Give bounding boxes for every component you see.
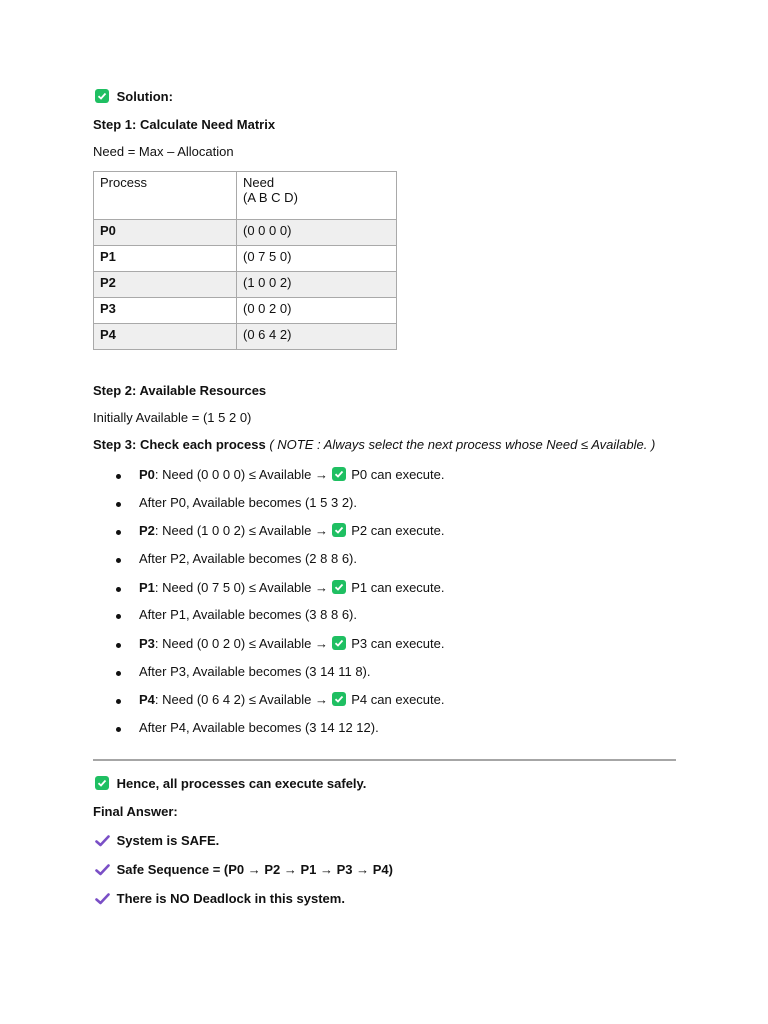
check-mark-button-icon [95,776,109,790]
heavy-check-mark-icon [95,835,110,847]
need-cell: (0 7 5 0) [237,246,397,272]
list-item [139,580,444,595]
bullet-icon [116,502,121,507]
bullet-icon [116,699,121,704]
final-point [95,833,219,848]
table-row [94,246,397,272]
table-row [94,272,397,298]
process-cell: P2 [94,272,237,298]
item-condition: : Need (0 0 2 0) ≤ Available → [154,636,332,651]
solution-header [95,89,173,104]
bullet-icon [116,643,121,648]
bullet-icon [116,558,121,563]
need-cell: (0 0 0 0) [237,220,397,246]
conclusion-text: Hence, all processes can execute safely. [116,776,367,791]
step2-heading: Step 2: Available Resources [93,383,267,398]
list-item: After P2, Available becomes (2 8 8 6). [139,551,357,566]
check-mark-button-icon [95,89,109,103]
process-cell: P0 [94,220,237,246]
list-item [139,692,444,707]
bullet-icon [116,530,121,535]
check-mark-button-icon [332,580,346,594]
check-mark-button-icon [332,523,346,537]
heavy-check-mark-icon [95,864,110,876]
heavy-check-mark-icon [95,893,110,905]
solution-label: Solution: [116,89,173,104]
list-item: After P3, Available becomes (3 14 11 8). [139,664,371,679]
bullet-icon [116,587,121,592]
bullet-icon [116,474,121,479]
initial-available: Initially Available = (1 5 2 0) [93,410,252,425]
step3-note: ( NOTE : Always select the next process whose Need ≤ Available. ) [269,437,656,452]
item-condition: : Need (0 7 5 0) ≤ Available → [154,580,332,595]
need-column-header [237,172,397,220]
item-process: P3 [139,636,155,651]
process-cell: P4 [94,324,237,350]
check-mark-button-icon [332,636,346,650]
item-result: P0 can execute. [351,467,445,482]
need-formula: Need = Max – Allocation [93,144,234,159]
need-header-line1: Need [243,175,275,190]
table-row [94,298,397,324]
need-header-line2: (A B C D) [243,190,298,205]
final-point-text: There is NO Deadlock in this system. [116,891,345,906]
item-process: P0 [139,467,155,482]
process-cell: P3 [94,298,237,324]
step3-heading: Step 3: Check each process [93,437,266,452]
final-point-text: Safe Sequence = (P0 → P2 → P1 → P3 → P4) [116,862,393,877]
list-item: After P0, Available becomes (1 5 3 2). [139,495,357,510]
step3-line [93,437,655,452]
list-item [139,636,444,651]
item-process: P4 [139,692,155,707]
final-point [95,891,345,906]
item-process: P1 [139,580,155,595]
table-row [94,220,397,246]
list-item: After P1, Available becomes (3 8 8 6). [139,607,357,622]
need-cell: (0 0 2 0) [237,298,397,324]
final-point-text: System is SAFE. [116,833,220,848]
horizontal-divider [93,759,676,761]
conclusion [95,776,366,791]
final-point [95,862,393,877]
item-condition: : Need (0 6 4 2) ≤ Available → [154,692,332,707]
item-condition: : Need (1 0 0 2) ≤ Available → [154,523,332,538]
process-cell: P1 [94,246,237,272]
item-process: P2 [139,523,155,538]
item-result: P1 can execute. [351,580,445,595]
item-result: P4 can execute. [351,692,445,707]
process-column-header: Process [94,172,237,220]
final-answer-heading: Final Answer: [93,804,178,819]
check-mark-button-icon [332,692,346,706]
table-row [94,324,397,350]
step1-heading: Step 1: Calculate Need Matrix [93,117,276,132]
list-item: After P4, Available becomes (3 14 12 12). [139,720,379,735]
need-cell: (1 0 0 2) [237,272,397,298]
bullet-icon [116,727,121,732]
item-result: P2 can execute. [351,523,445,538]
item-result: P3 can execute. [351,636,445,651]
need-matrix-table [93,171,397,350]
bullet-icon [116,614,121,619]
list-item [139,467,444,482]
list-item [139,523,444,538]
bullet-icon [116,671,121,676]
table-header-row [94,172,397,220]
check-mark-button-icon [332,467,346,481]
item-condition: : Need (0 0 0 0) ≤ Available → [154,467,332,482]
need-cell: (0 6 4 2) [237,324,397,350]
